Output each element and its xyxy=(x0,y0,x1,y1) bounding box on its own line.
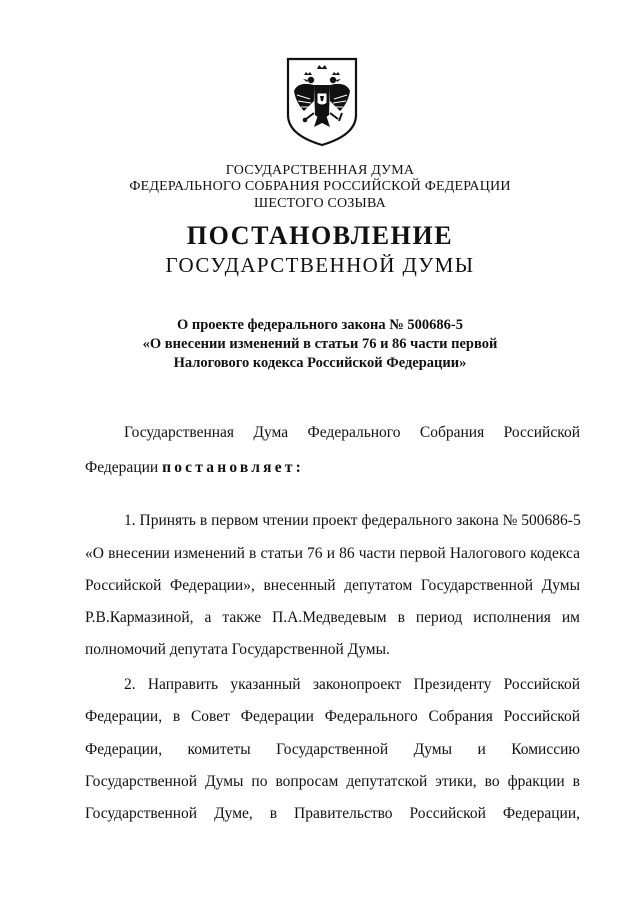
item2-line-5: Государственной Думе, в Правительство Российской Федерации, xyxy=(85,805,580,822)
double-headed-eagle-icon xyxy=(284,55,360,149)
about-line-2: «О внесении изменений в статьи 76 и 86 части первой xyxy=(142,336,498,352)
preamble-federation: Федерации xyxy=(85,459,159,476)
document-title: ПОСТАНОВЛЕНИЕ xyxy=(186,221,454,250)
item2-line-4: Государственной Думы по вопросам депутатской этики, во фракции в xyxy=(85,773,580,790)
item2-line-1: 2. Направить указанный законопроект Президенту Российской xyxy=(124,676,580,693)
item2-line-3: Федерации, комитеты Государственной Думы и Комиссию xyxy=(85,741,580,758)
about-line-3: Налогового кодекса Российской Федерации» xyxy=(173,355,467,371)
header-federal-assembly: ФЕДЕРАЛЬНОГО СОБРАНИЯ РОССИЙСКОЙ ФЕДЕРАЦИИ xyxy=(129,179,511,194)
resolves-word: постановляет: xyxy=(162,459,304,476)
item1-line-2: «О внесении изменений в статьи 76 и 86 части первой Налогового кодекса xyxy=(85,545,580,562)
item1-line-4: Р.В.Кармазиной, а также П.А.Медведевым в период исполнения им xyxy=(85,609,580,626)
header-duma: ГОСУДАРСТВЕННАЯ ДУМА xyxy=(225,163,415,178)
item1-line-1: 1. Принять в первом чтении проект федерального закона № 500686-5 xyxy=(124,512,581,529)
state-emblem xyxy=(284,55,360,149)
header-convocation: ШЕСТОГО СОЗЫВА xyxy=(254,196,386,211)
about-line-1: О проекте федерального закона № 500686-5 xyxy=(176,317,464,333)
item1-line-5: полномочий депутата Государственной Думы. xyxy=(85,641,390,658)
preamble-line-1: Государственная Дума Федерального Собрания Российской xyxy=(124,424,580,441)
preamble-line-2 xyxy=(85,458,580,478)
item1-line-3: Российской Федерации», внесенный депутатом Государственной Думы xyxy=(85,577,580,594)
document-subtitle: ГОСУДАРСТВЕННОЙ ДУМЫ xyxy=(165,253,475,277)
item2-line-2: Федерации, в Совет Федерации Федерального Собрания Российской xyxy=(85,708,580,725)
